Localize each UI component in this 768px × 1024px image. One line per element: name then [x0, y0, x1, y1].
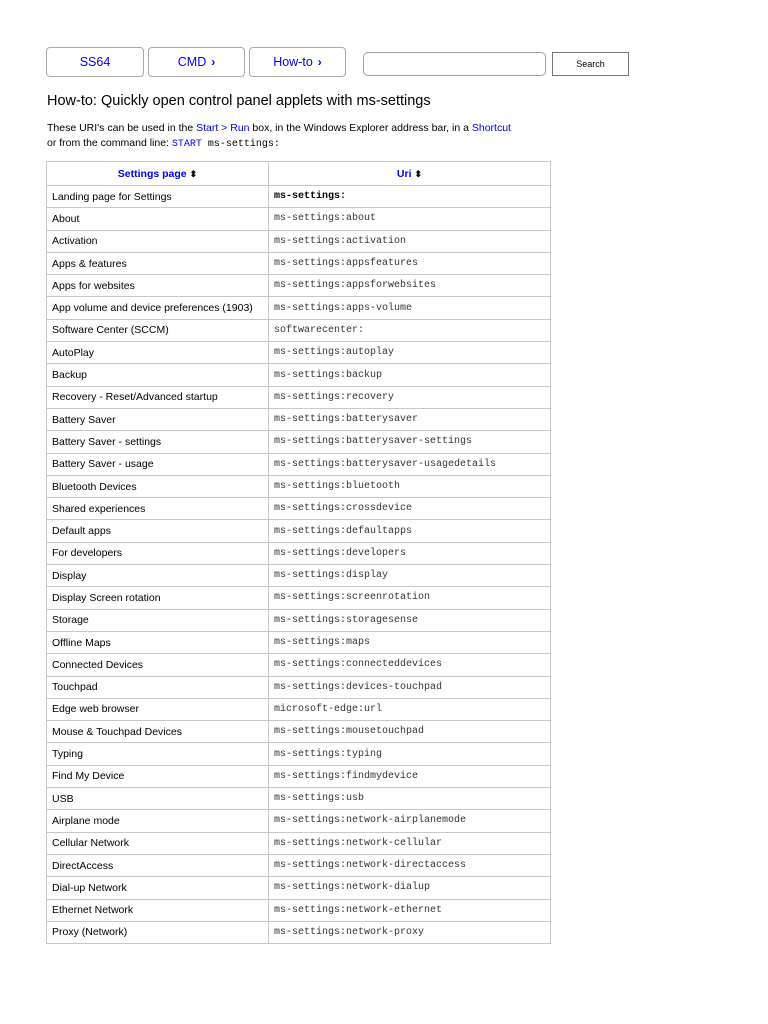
uri-cell: ms-settings:network-cellular: [269, 832, 551, 854]
table-row: [47, 587, 551, 609]
settings-page-header-label: Settings page: [117, 167, 187, 180]
table-row: [47, 877, 551, 899]
command-text: ms-settings:: [201, 138, 280, 150]
uri-cell: ms-settings:findmydevice: [269, 765, 551, 787]
settings-page-cell: Airplane mode: [47, 810, 269, 832]
uri-cell: ms-settings:: [269, 186, 551, 208]
settings-page-cell: Battery Saver - usage: [47, 453, 269, 475]
uri-cell: ms-settings:network-airplanemode: [269, 810, 551, 832]
uri-cell: ms-settings:display: [269, 565, 551, 587]
settings-page-cell: DirectAccess: [47, 854, 269, 876]
settings-page-cell: Storage: [47, 609, 269, 631]
settings-page-cell: Display: [47, 565, 269, 587]
nav-howto-button[interactable]: [249, 47, 346, 77]
uri-cell: ms-settings:batterysaver-settings: [269, 431, 551, 453]
uri-cell: ms-settings:network-proxy: [269, 921, 551, 943]
nav-cmd-label: CMD: [177, 55, 207, 69]
chevron-right-icon: ›: [317, 55, 322, 69]
settings-page-cell: Edge web browser: [47, 698, 269, 720]
chevron-right-icon: ›: [211, 55, 216, 69]
table-row: [47, 609, 551, 631]
uri-cell: ms-settings:batterysaver: [269, 408, 551, 430]
table-row: [47, 676, 551, 698]
uri-cell: ms-settings:maps: [269, 631, 551, 653]
uri-cell: ms-settings:devices-touchpad: [269, 676, 551, 698]
settings-table-body: [47, 186, 551, 944]
table-row: [47, 364, 551, 386]
uri-cell: ms-settings:autoplay: [269, 342, 551, 364]
uri-cell: ms-settings:usb: [269, 788, 551, 810]
table-row: [47, 698, 551, 720]
settings-page-cell: Software Center (SCCM): [47, 319, 269, 341]
settings-page-cell: Default apps: [47, 520, 269, 542]
settings-page-cell: Backup: [47, 364, 269, 386]
settings-page-cell: Proxy (Network): [47, 921, 269, 943]
table-row: [47, 408, 551, 430]
table-row: [47, 832, 551, 854]
settings-page-cell: Display Screen rotation: [47, 587, 269, 609]
uri-cell: ms-settings:mousetouchpad: [269, 721, 551, 743]
uri-cell: ms-settings:connecteddevices: [269, 654, 551, 676]
uri-cell: ms-settings:storagesense: [269, 609, 551, 631]
table-row: [47, 899, 551, 921]
table-row: [47, 230, 551, 252]
settings-page-cell: USB: [47, 788, 269, 810]
uri-cell: microsoft-edge:url: [269, 698, 551, 720]
table-row: [47, 431, 551, 453]
table-row: [47, 453, 551, 475]
uri-cell: ms-settings:network-dialup: [269, 877, 551, 899]
table-row: [47, 186, 551, 208]
uri-cell: ms-settings:recovery: [269, 386, 551, 408]
settings-page-cell: Battery Saver: [47, 408, 269, 430]
table-row: [47, 386, 551, 408]
settings-page-cell: Recovery - Reset/Advanced startup: [47, 386, 269, 408]
table-row: [47, 721, 551, 743]
table-row: [47, 342, 551, 364]
uri-cell: ms-settings:bluetooth: [269, 475, 551, 497]
nav-howto-label: How-to: [273, 55, 313, 69]
table-row: [47, 208, 551, 230]
table-row: [47, 542, 551, 564]
uri-header-label: Uri: [396, 167, 412, 180]
settings-page-cell: Find My Device: [47, 765, 269, 787]
uri-cell: ms-settings:appsforwebsites: [269, 275, 551, 297]
uri-cell: ms-settings:defaultapps: [269, 520, 551, 542]
sort-icon: ⬍: [414, 168, 423, 179]
table-row: [47, 520, 551, 542]
table-row: [47, 475, 551, 497]
intro-text-3: or from the command line:: [47, 136, 172, 149]
settings-page-cell: Landing page for Settings: [47, 186, 269, 208]
intro-text-1: These URI's can be used in the: [47, 122, 197, 134]
uri-cell: ms-settings:batterysaver-usagedetails: [269, 453, 551, 475]
nav-cmd-button[interactable]: [148, 47, 245, 77]
table-row: [47, 810, 551, 832]
settings-page-cell: Connected Devices: [47, 654, 269, 676]
settings-page-cell: Touchpad: [47, 676, 269, 698]
table-row: [47, 498, 551, 520]
uri-cell: ms-settings:typing: [269, 743, 551, 765]
settings-page-cell: Bluetooth Devices: [47, 475, 269, 497]
start-run-link[interactable]: Start > Run: [196, 122, 250, 134]
settings-page-cell: Apps & features: [47, 252, 269, 274]
table-row: [47, 631, 551, 653]
nav-ss64-button[interactable]: [46, 47, 144, 77]
settings-page-cell: AutoPlay: [47, 342, 269, 364]
settings-page-cell: Offline Maps: [47, 631, 269, 653]
table-row: [47, 654, 551, 676]
settings-page-cell: For developers: [47, 542, 269, 564]
uri-cell: ms-settings:about: [269, 208, 551, 230]
uri-cell: ms-settings:crossdevice: [269, 498, 551, 520]
settings-page-cell: App volume and device preferences (1903): [47, 297, 269, 319]
settings-page-cell: Shared experiences: [47, 498, 269, 520]
table-row: [47, 275, 551, 297]
settings-page-cell: Dial-up Network: [47, 877, 269, 899]
settings-page-cell: Typing: [47, 743, 269, 765]
settings-page-cell: About: [47, 208, 269, 230]
settings-page-header[interactable]: [47, 162, 269, 186]
search-input[interactable]: [363, 52, 546, 76]
search-button[interactable]: Search: [552, 52, 629, 76]
settings-page-cell: Battery Saver - settings: [47, 431, 269, 453]
table-row: [47, 765, 551, 787]
uri-cell: ms-settings:screenrotation: [269, 587, 551, 609]
settings-page-cell: Cellular Network: [47, 832, 269, 854]
sort-icon: ⬍: [189, 168, 198, 179]
uri-header[interactable]: [269, 162, 551, 186]
table-row: [47, 743, 551, 765]
settings-page-cell: Apps for websites: [47, 275, 269, 297]
table-row: [47, 252, 551, 274]
table-row: [47, 921, 551, 943]
page-title: How-to: Quickly open control panel applets with ms-settings: [47, 93, 431, 109]
uri-cell: ms-settings:network-ethernet: [269, 899, 551, 921]
nav-ss64-label: SS64: [79, 55, 111, 69]
uri-cell: ms-settings:developers: [269, 542, 551, 564]
uri-cell: ms-settings:network-directaccess: [269, 854, 551, 876]
intro-text-2: box, in the Windows Explorer address bar, in a: [249, 122, 472, 134]
start-command-link[interactable]: START: [171, 138, 202, 150]
uri-cell: ms-settings:apps-volume: [269, 297, 551, 319]
table-row: [47, 297, 551, 319]
table-row: [47, 319, 551, 341]
settings-table: [46, 161, 551, 944]
uri-cell: ms-settings:backup: [269, 364, 551, 386]
table-row: [47, 565, 551, 587]
intro-text: [47, 121, 567, 152]
uri-cell: ms-settings:appsfeatures: [269, 252, 551, 274]
table-row: [47, 788, 551, 810]
uri-cell: softwarecenter:: [269, 319, 551, 341]
shortcut-link[interactable]: Shortcut: [471, 122, 511, 134]
settings-page-cell: Activation: [47, 230, 269, 252]
settings-page-cell: Ethernet Network: [47, 899, 269, 921]
table-row: [47, 854, 551, 876]
uri-cell: ms-settings:activation: [269, 230, 551, 252]
settings-page-cell: Mouse & Touchpad Devices: [47, 721, 269, 743]
